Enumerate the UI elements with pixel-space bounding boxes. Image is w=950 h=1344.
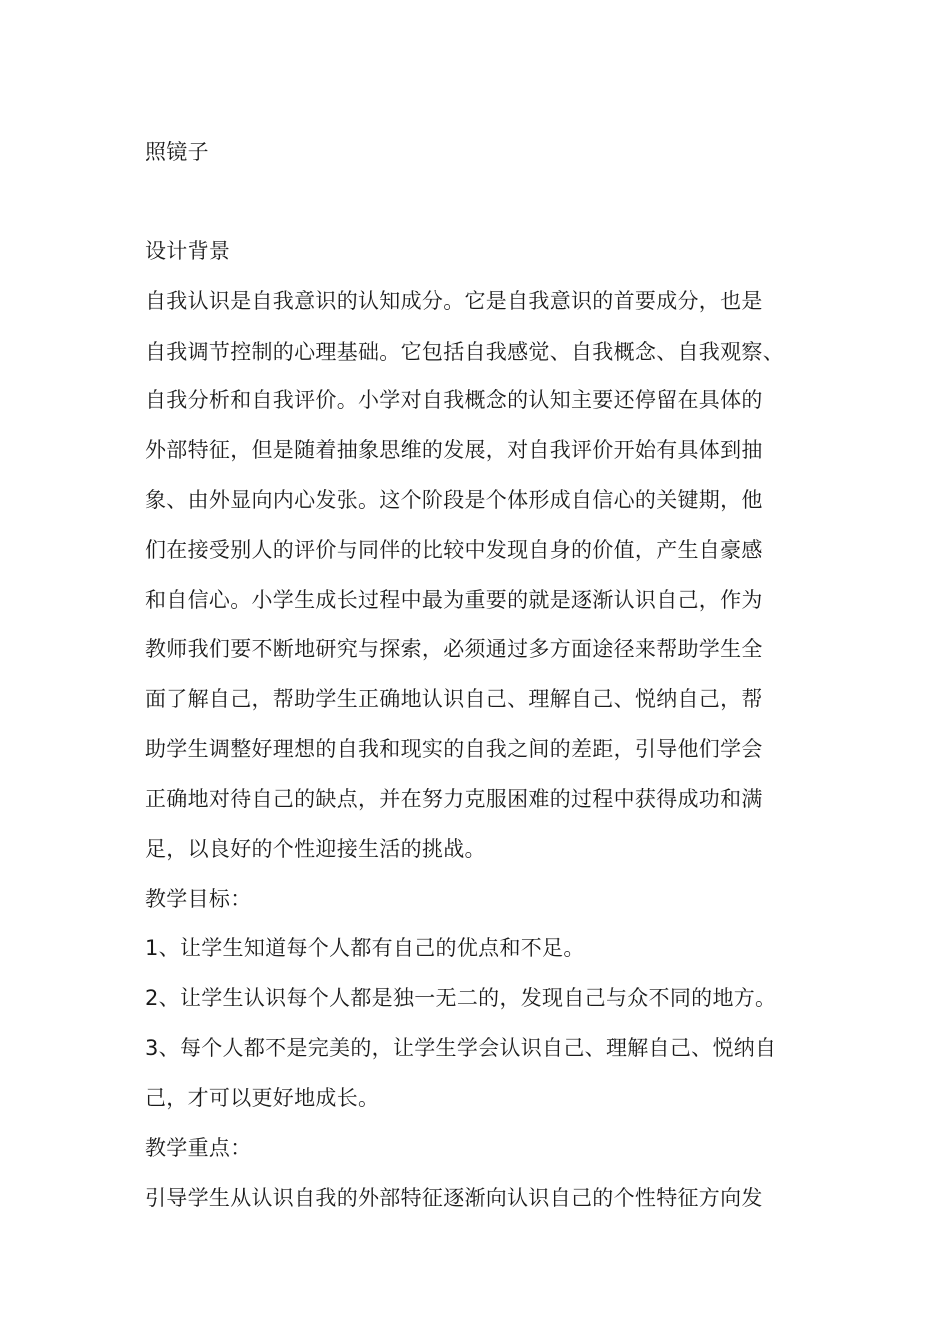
paragraph-line: 自我认识是自我意识的认知成分。它是自我意识的首要成分，也是 bbox=[145, 289, 763, 313]
goal-item: 2、让学生认识每个人都是独一无二的，发现自己与众不同的地方。 bbox=[145, 986, 777, 1010]
goal-item: 3、每个人都不是完美的，让学生学会认识自己、理解自己、悦纳自 bbox=[145, 1036, 777, 1060]
paragraph-line: 和自信心。小学生成长过程中最为重要的就是逐渐认识自己，作为 bbox=[145, 588, 763, 612]
goal-item-continuation: 己，才可以更好地成长。 bbox=[145, 1086, 380, 1110]
paragraph-line: 助学生调整好理想的自我和现实的自我之间的差距，引导他们学会 bbox=[145, 737, 763, 761]
paragraph-line: 面了解自己，帮助学生正确地认识自己、理解自己、悦纳自己，帮 bbox=[145, 687, 763, 711]
paragraph-line: 们在接受别人的评价与同伴的比较中发现自身的价值，产生自豪感 bbox=[145, 538, 763, 562]
paragraph-line: 正确地对待自己的缺点，并在努力克服困难的过程中获得成功和满 bbox=[145, 787, 763, 811]
section-heading-focus: 教学重点： bbox=[145, 1136, 252, 1160]
section-heading-background: 设计背景 bbox=[145, 239, 231, 263]
paragraph-line: 自我调节控制的心理基础。它包括自我感觉、自我概念、自我观察、 bbox=[145, 340, 784, 364]
paragraph-line: 象、由外显向内心发张。这个阶段是个体形成自信心的关键期，他 bbox=[145, 488, 763, 512]
goal-item: 1、让学生知道每个人都有自己的优点和不足。 bbox=[145, 936, 585, 960]
paragraph-line: 外部特征，但是随着抽象思维的发展，对自我评价开始有具体到抽 bbox=[145, 438, 763, 462]
paragraph-line: 自我分析和自我评价。小学对自我概念的认知主要还停留在具体的 bbox=[145, 388, 763, 412]
document-title: 照镜子 bbox=[145, 140, 209, 164]
paragraph-line: 引导学生从认识自我的外部特征逐渐向认识自己的个性特征方向发 bbox=[145, 1186, 763, 1210]
paragraph-line: 教师我们要不断地研究与探索，必须通过多方面途径来帮助学生全 bbox=[145, 637, 763, 661]
paragraph-line: 足，以良好的个性迎接生活的挑战。 bbox=[145, 837, 486, 861]
section-heading-goals: 教学目标： bbox=[145, 887, 252, 911]
